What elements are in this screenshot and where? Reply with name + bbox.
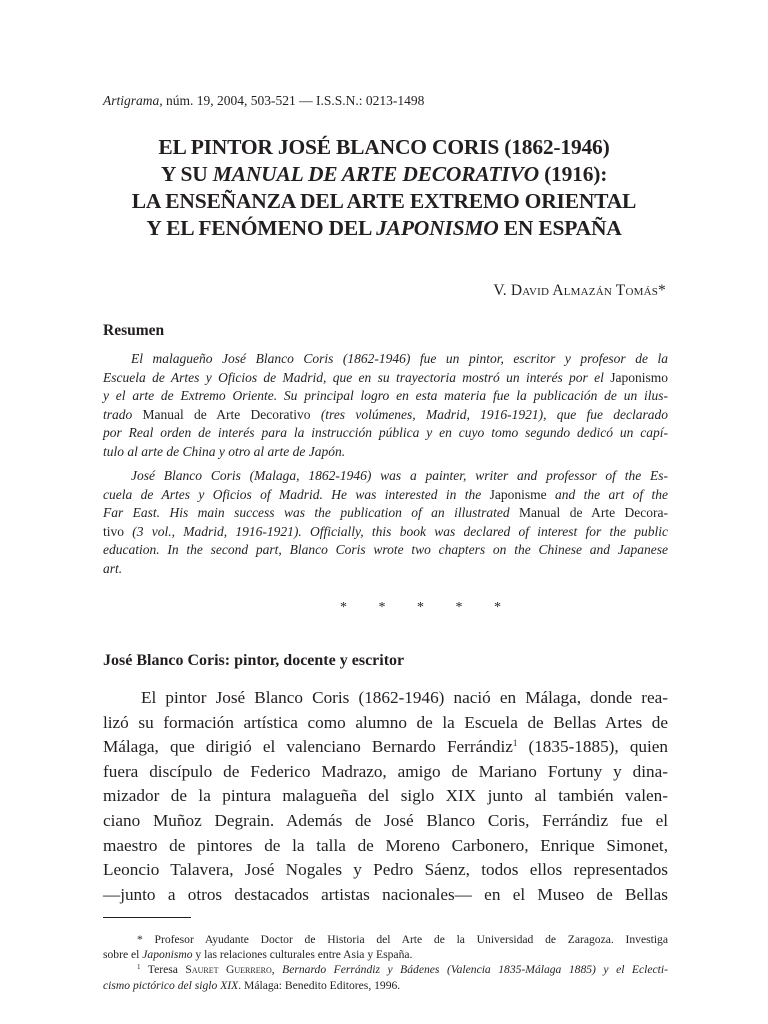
footnotes (103, 932, 668, 993)
title-line-4 (60, 215, 708, 242)
body-line: mizador de la pintura malagueña del siglo XIX junto al también valen- (103, 786, 668, 806)
footnote-italic: cismo pictórico del siglo XIX (103, 978, 239, 992)
footnote-text: sobre el (103, 948, 143, 962)
title-line-4-end: EN ESPAÑA (498, 216, 622, 240)
title-line-1: EL PINTOR JOSÉ BLANCO CORIS (1862-1946) (158, 135, 610, 159)
footnote-author: Sauret Guerrero (185, 963, 272, 977)
abstract-es-line: El malagueño José Blanco Coris (1862-1946) fue un pintor, escritor y profesor de la (131, 351, 668, 366)
footnote-italic: Bernardo Ferrándiz y Bádenes (Valencia 1835-Málaga 1885) y el Eclecti- (282, 963, 668, 977)
abstract-es-upright: Japonismo (610, 369, 668, 385)
footnote-line (103, 962, 668, 977)
abstract-es-line: por Real orden de interés para la instrucción pública y en cuyo tomo segundo dedicó un capí- (103, 425, 668, 441)
abstract-en-text: cuela de Artes y Oficios of Madrid. He was interested in the (103, 486, 490, 502)
title-line-4-italic: JAPONISMO (376, 216, 499, 240)
abstract-en-upright: tivo (103, 523, 125, 539)
footnote-line (103, 978, 668, 993)
title-line-2-end: (1916): (538, 162, 608, 186)
journal-name: Artigrama, (103, 93, 163, 108)
footnote-divider (103, 917, 191, 918)
abstract-es-line (103, 369, 668, 388)
abstract-es-line: tulo al arte de China y otro al arte de Japón. (103, 443, 346, 459)
journal-citation (103, 93, 703, 109)
section-heading: José Blanco Coris: pintor, docente y escritor (103, 652, 405, 669)
footnote-ref[interactable]: 1 (512, 738, 518, 749)
body-line: —junto a otros destacados artistas nacionales— en el Museo de Bellas (103, 884, 668, 904)
body-text: Málaga, que dirigió el valenciano Bernardo Ferrándiz (103, 737, 513, 757)
article-title (60, 134, 708, 242)
author-name: V. David Almazán Tomás* (493, 282, 666, 299)
abstract-en-line: education. In the second part, Blanco Coris wrote two chapters on the Chinese and Japanese (103, 542, 668, 558)
footnote-line: * Profesor Ayudante Doctor de Historia del Arte de la Universidad de Zaragoza. Investiga (137, 933, 668, 946)
body-line: Leoncio Talavera, José Nogales y Pedro Sáenz, todos ellos representados (103, 860, 668, 880)
abstract-es-text: (tres volúmenes, Madrid, 1916-1921), que fue declarado (310, 406, 668, 422)
abstract-es-text: Escuela de Artes y Oficios de Madrid, que en su trayectoria mostró un interés por el (103, 369, 611, 385)
title-line-4-text: Y EL FENÓMENO DEL (146, 216, 377, 240)
body-line: El pintor José Blanco Coris (1862-1946) nació en Málaga, donde rea- (141, 688, 668, 707)
abstract-es-text: trado (103, 406, 143, 422)
body-paragraph (103, 686, 668, 907)
footnote-line (103, 947, 668, 962)
abstract-en-line (103, 486, 668, 505)
body-line: ciano Muñoz Degrain. Además de José Blanco Coris, Ferrándiz fue el (103, 810, 668, 830)
abstract-en-upright: Japonisme (489, 486, 547, 502)
abstract-en-text: and the art of the (546, 486, 668, 502)
title-line-2 (60, 161, 708, 188)
abstract-heading: Resumen (103, 322, 165, 339)
title-line-3: LA ENSEÑANZA DEL ARTE EXTREMO ORIENTAL (131, 189, 637, 213)
abstract-en-text: (3 vol., Madrid, 1916-1921). Officially, this book was declared of interest for the public (124, 523, 668, 539)
abstract-en-upright: Manual de Arte Decora- (519, 505, 668, 521)
abstract-es-line: y el arte de Extremo Oriente. Su principal logro en esta materia fue la publicación de un ilus- (103, 388, 668, 404)
footnote-text: Teresa (140, 963, 186, 977)
title-line-2-text: Y SU (160, 162, 213, 186)
abstract-en-line (103, 523, 668, 542)
abstract-es-upright: Manual de Arte Decorativo (142, 406, 311, 422)
journal-details: núm. 19, 2004, 503-521 — I.S.S.N.: 0213-1498 (162, 93, 425, 108)
abstract-spanish (103, 350, 668, 462)
footnote-text: y las relaciones culturales entre Asia y España. (192, 948, 413, 962)
body-line: maestro de pintores de la talla de Moreno Carbonero, Enrique Simonet, (103, 835, 668, 855)
abstract-en-line: art. (103, 560, 123, 576)
footnote-text: . Málaga: Benedito Editores, 1996. (238, 978, 401, 992)
abstract-english (103, 467, 668, 579)
footnote-italic: Japonismo (142, 948, 193, 962)
body-text: (1835-1885), quien (517, 737, 669, 757)
abstract-en-line (103, 504, 668, 523)
body-line (103, 735, 668, 760)
abstract-en-text: Far East. His main success was the publication of an illustrated (103, 505, 520, 521)
abstract-es-line (103, 406, 668, 425)
footnote-text: , (271, 963, 283, 977)
footnote-number: 1 (137, 963, 141, 972)
section-separator: * * * * * (340, 600, 515, 615)
body-line: fuera discípulo de Federico Madrazo, amigo de Mariano Fortuny y dina- (103, 761, 668, 781)
body-line: lizó su formación artística como alumno de la Escuela de Bellas Artes de (103, 712, 668, 732)
title-line-2-italic: MANUAL DE ARTE DECORATIVO (212, 162, 539, 186)
abstract-en-line: José Blanco Coris (Malaga, 1862-1946) was a painter, writer and professor of the Es- (131, 468, 668, 483)
